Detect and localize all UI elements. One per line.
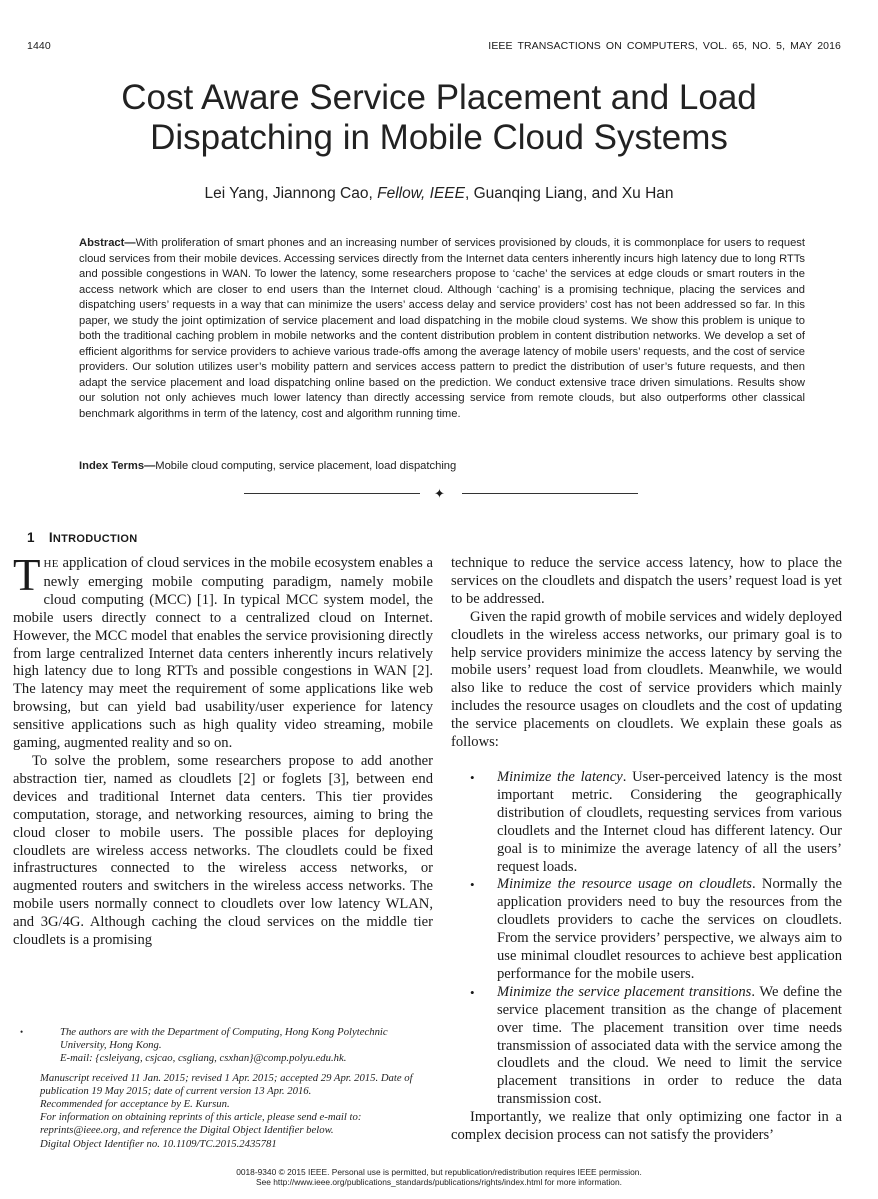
publication-footnote xyxy=(40,1072,433,1151)
goal-text: . Normally the application providers need to buy the resources from the cloudlets providers to cache the services on cloudlets. From the service providers’ perspective, we always aim to use minimal cloudlet resources to achieve best application performance for the mobile users. xyxy=(497,876,842,982)
intro-paragraph-1 xyxy=(13,550,433,753)
author-emails: E-mail: {csleiyang, csjcao, csgliang, csxhan}@comp.polyu.edu.hk. xyxy=(60,1052,347,1065)
authors-part-2: , Guanqing Liang, and Xu Han xyxy=(464,185,674,202)
section-number: 1 xyxy=(27,530,35,545)
list-item xyxy=(451,769,842,876)
right-paragraph-3: Importantly, we realize that only optimizing one factor in a complex decision process can not satisfy the providers’ xyxy=(451,1109,842,1144)
bullet-icon: • xyxy=(470,984,475,1000)
manuscript-dates: Manuscript received 11 Jan. 2015; revised 1 Apr. 2015; accepted 29 Apr. 2015. Date of publication 19 May 2015; date of current version 13 Apr. 2016. xyxy=(40,1071,413,1097)
section-title-initial: I xyxy=(48,530,53,545)
left-column xyxy=(13,550,433,950)
section-divider xyxy=(244,486,638,502)
goal-title: Minimize the resource usage on cloudlets xyxy=(497,876,752,893)
divider-line-left xyxy=(244,493,420,494)
footnotes xyxy=(20,1026,433,1151)
author-fellow-title: Fellow, IEEE xyxy=(377,185,465,202)
right-column xyxy=(451,555,842,1145)
list-item xyxy=(451,984,842,1109)
section-heading xyxy=(27,530,137,545)
author-list xyxy=(0,185,878,203)
doi: Digital Object Identifier no. 10.1109/TC.2015.2435781 xyxy=(40,1137,277,1150)
list-item xyxy=(451,876,842,983)
divider-line-right xyxy=(462,493,638,494)
affiliation-text: The authors are with the Department of Computing, Hong Kong Polytechnic University, Hong Kong. xyxy=(60,1026,388,1052)
recommended-by: Recommended for acceptance by E. Kursun. xyxy=(40,1098,230,1111)
goals-list xyxy=(451,769,842,1109)
right-paragraph-1: technique to reduce the service access latency, how to place the services on the cloudlets and dispatch the users’ request load is yet to be addressed. xyxy=(451,555,842,607)
goal-title: Minimize the latency xyxy=(497,768,623,785)
section-title-rest: NTRODUCTION xyxy=(52,533,138,545)
goal-text: . We define the service placement transition as the change of placement over time. The placement transition over time needs transmission of associated data with the service among the cloudlets and the cloud. We need to limit the service placement transitions in order to reduce the data transmission cost. xyxy=(497,983,842,1108)
title-line-1: Cost Aware Service Placement and Load xyxy=(121,78,757,117)
intro-paragraph-1-text: application of cloud services in the mobile ecosystem enables a newly emerging mobile computing paradigm, namely mobile cloud computing (MCC) [1]. In typical MCC system model, the mobile users directly connect to a centralized cloud on Internet. However, the MCC model that enables the service provisioning directly from large centralized Internet data centers inherently incurs relatively high latency due to long RTTs and possible congestions in WAN [2]. The latency may meet the requirement of some applications like web browsing, but can yield bad usability/user experience for latency sensitive applications such as high quality video streaming, mobile gaming, augmented reality and so on. xyxy=(13,555,433,752)
index-terms-label: Index Terms xyxy=(79,460,145,472)
copyright-line-1: 0018-9340 © 2015 IEEE. Personal use is permitted, but republication/redistribution requires IEEE permission. xyxy=(236,1167,642,1177)
goal-title: Minimize the service placement transitions xyxy=(497,983,752,1000)
index-terms-text: Mobile cloud computing, service placement, load dispatching xyxy=(155,460,457,472)
copyright-notice xyxy=(0,1167,878,1187)
bullet-icon: • xyxy=(470,877,475,893)
journal-header: IEEE TRANSACTIONS ON COMPUTERS, VOL. 65, NO. 5, MAY 2016 xyxy=(488,40,841,52)
first-word-smallcaps: HE xyxy=(43,558,59,570)
abstract-text: With proliferation of smart phones and an increasing number of services provisioned by clouds, it is commonplace for users to request cloud services from their mobile devices. Accessing services directly from the Internet data centers inherently incurs high latency due to long RTTs and possible congestions in WAN. To lower the latency, some researchers propose to ‘cache’ the services at edge clouds or smart routers in the access network which are closer to end users than the Internet cloud. Although ‘caching’ is a promising technique, placing the services and dispatching users’ requests in a way that can minimize the users’ access delay and service providers’ cost has not been addressed so far. In this paper, we study the joint optimization of service placement and load dispatching in the mobile cloud systems. We show this problem is unique to both the traditional caching problem in mobile networks and the content distribution problem in content distribution networks. We develop a set of efficient algorithms for service providers to achieve various trade-offs among the average latency of mobile users’ requests, and the cost of service providers. Our solution utilizes user’s mobility pattern and services access pattern to predict the distribution of user’s future requests, and then adapt the service placement and load dispatching online based on the prediction. We conduct extensive trace driven simulations. Results show our solution not only achieves much lower latency than directly accessing service from remote clouds, but also outperforms other classical benchmark algorithms in term of the latency, cost and algorithm running time. xyxy=(79,237,805,420)
reprints-info: For information on obtaining reprints of this article, please send e-mail to: reprints@ieee.org, and reference the Digital Object Identifier below. xyxy=(40,1111,362,1137)
paper-title xyxy=(0,78,878,158)
footnote-bullet-icon: • xyxy=(20,1027,24,1037)
abstract-dash: — xyxy=(124,237,136,249)
abstract xyxy=(79,236,805,422)
intro-paragraph-2: To solve the problem, some researchers propose to add another abstraction tier, named as cloudlets [2] or foglets [3], between end devices and traditional Internet data centers. This tier provides computation, storage, and networking resources, aiming to bring the cloud closer to mobile users. The possible places for deploying cloudlets are wireless access networks. The cloudlets could be fixed infrastructures connected to the wireless access networks, or augmented routers and switchers in the wireless access networks. The mobile users normally connect to cloudlets over low latency WLAN, and 3G/4G. Although caching the cloud services on the middle tier cloudlets is a promising xyxy=(13,752,433,949)
drop-cap: T xyxy=(13,550,41,600)
authors-part-1: Lei Yang, Jiannong Cao, xyxy=(204,185,378,202)
title-line-2: Dispatching in Mobile Cloud Systems xyxy=(150,118,728,157)
goal-text: . User-perceived latency is the most important metric. Considering the geographically distribution of cloudlets, requesting services from various cloudlets and the Internet cloud has different latency. Our goal is to minimize the average latency of all the users’ request loads. xyxy=(497,768,842,875)
divider-diamond-icon: ✦ xyxy=(434,486,445,501)
abstract-label: Abstract xyxy=(79,237,125,249)
bullet-icon: • xyxy=(470,769,475,785)
copyright-line-2: See http://www.ieee.org/publications_standards/publications/rights/index.html for more information. xyxy=(256,1177,622,1187)
index-terms-dash: — xyxy=(144,460,156,472)
page-number: 1440 xyxy=(27,40,51,52)
index-terms xyxy=(79,460,805,472)
right-paragraph-2: Given the rapid growth of mobile services and widely deployed cloudlets in the wireless access networks, our primary goal is to help service providers minimize the access latency by serving the mobile users’ request load from cloudlets. Meanwhile, we would also like to reduce the cost of service providers which mainly includes the resource usages on cloudlets and the cost of updating the service placements on cloudlets. We explain these goals as follows: xyxy=(451,608,842,751)
affiliation-footnote xyxy=(20,1026,433,1066)
